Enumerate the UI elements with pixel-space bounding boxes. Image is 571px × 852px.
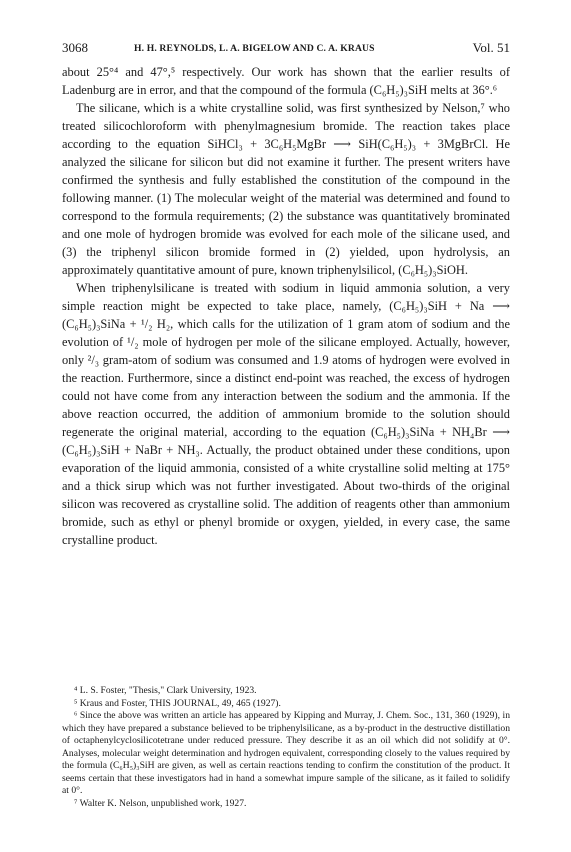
footnote-6: ⁶ Since the above was written an article has appeared by Kipping and Murray, J. Chem. Soc., 131, 360 (1929), in which they have prepared a substance believed to be triphenylsilicane, as a by-product in the destructive distillation of octaphenylcyclosilicotetrane under reduced pressure. They describe it as an oil which did not solidify at 0°. Analyses, molecular weight determination and hydrogen equivalent, corresponding closely to the values required by the formula (C₆H₅)₃SiH are given, as well as certain reactions tending to confirm the constitution of the product. It seems certain that these investigators had in hand a somewhat impure sample of the silicane, as it failed to solidify at 0°. [62,710,510,796]
paragraph-continuation: about 25°⁴ and 47°,⁵ respectively. Our work has shown that the earlier results of Ladenburg are in error, and that the compound of the formula (C₆H₅)₃SiH melts at 36°.⁶ [62,65,510,97]
paragraph-silicane-synthesis: The silicane, which is a white crystalline solid, was first synthesized by Nelson,⁷ who treated silicochloroform with phenylmagnesium bromide. The reaction takes place according to the equation SiHCl₃ + 3C₆H₅MgBr ⟶ SiH(C₆H₅)₃ + 3MgBrCl. He analyzed the silicane for silicon but did not examine it further. The present writers have confirmed the synthesis and fully established the constitution of the compound in the following manner. (1) The molecular weight of the material was determined and found to correspond to the formula requirements; (2) the substance was quantitatively brominated and one mole of hydrogen bromide was evolved for each mole of the silicane used, and (3) the triphenyl silicon bromide formed in (2) yielded, upon hydrolysis, an approximately quantitative amount of pure, known triphenylsilicol, (C₆H₅)₃SiOH. [62,101,510,277]
footnote-7: ⁷ Walter K. Nelson, unpublished work, 1927. [74,797,247,809]
running-authors: H. H. REYNOLDS, L. A. BIGELOW AND C. A. KRAUS [134,43,375,54]
footnote-4: ⁴ L. S. Foster, "Thesis," Clark University, 1923. [74,685,257,696]
footnote-5: ⁵ Kraus and Foster, THIS JOURNAL, 49, 465 (1927). [74,697,281,709]
running-header [62,40,510,56]
page-number: 3068 [62,40,88,55]
paragraph-sodium-reaction: When triphenylsilicane is treated with sodium in liquid ammonia solution, a very simple reaction might be expected to take place, namely, (C₆H₅)₃SiH + Na ⟶ (C₆H₅)₃SiNa + ¹/₂ H₂, which calls for the utilization of 1 gram atom of sodium and the evolution of ¹/₂ mole of hydrogen per mole of the silicane employed. Actually, however, only ²/₃ gram-atom of sodium was consumed and 1.9 atoms of hydrogen were evolved in the reaction. Furthermore, since a distinct end-point was reached, the excess of hydrogen could not have come from any interaction between the sodium and the ammonia. If the above reaction occurred, the addition of ammonium bromide to the solution should regenerate the original material, according to the equation (C₆H₅)₃SiNa + NH₄Br ⟶ (C₆H₅)₃SiH + NaBr + NH₃. Actually, the product obtained under these conditions, upon evaporation of the liquid ammonia, consisted of a white crystalline solid melting at 175° and a thick sirup which was not further investigated. About two-thirds of the original silicon was recovered as crystalline solid. The addition of reagents other than ammonium bromide, such as ethyl or phenyl bromide or oxygen, yielded, in every case, the same crystalline product. [62,281,510,547]
body-text [62,63,510,549]
volume-label: Vol. 51 [472,40,510,55]
footnotes [62,685,510,810]
